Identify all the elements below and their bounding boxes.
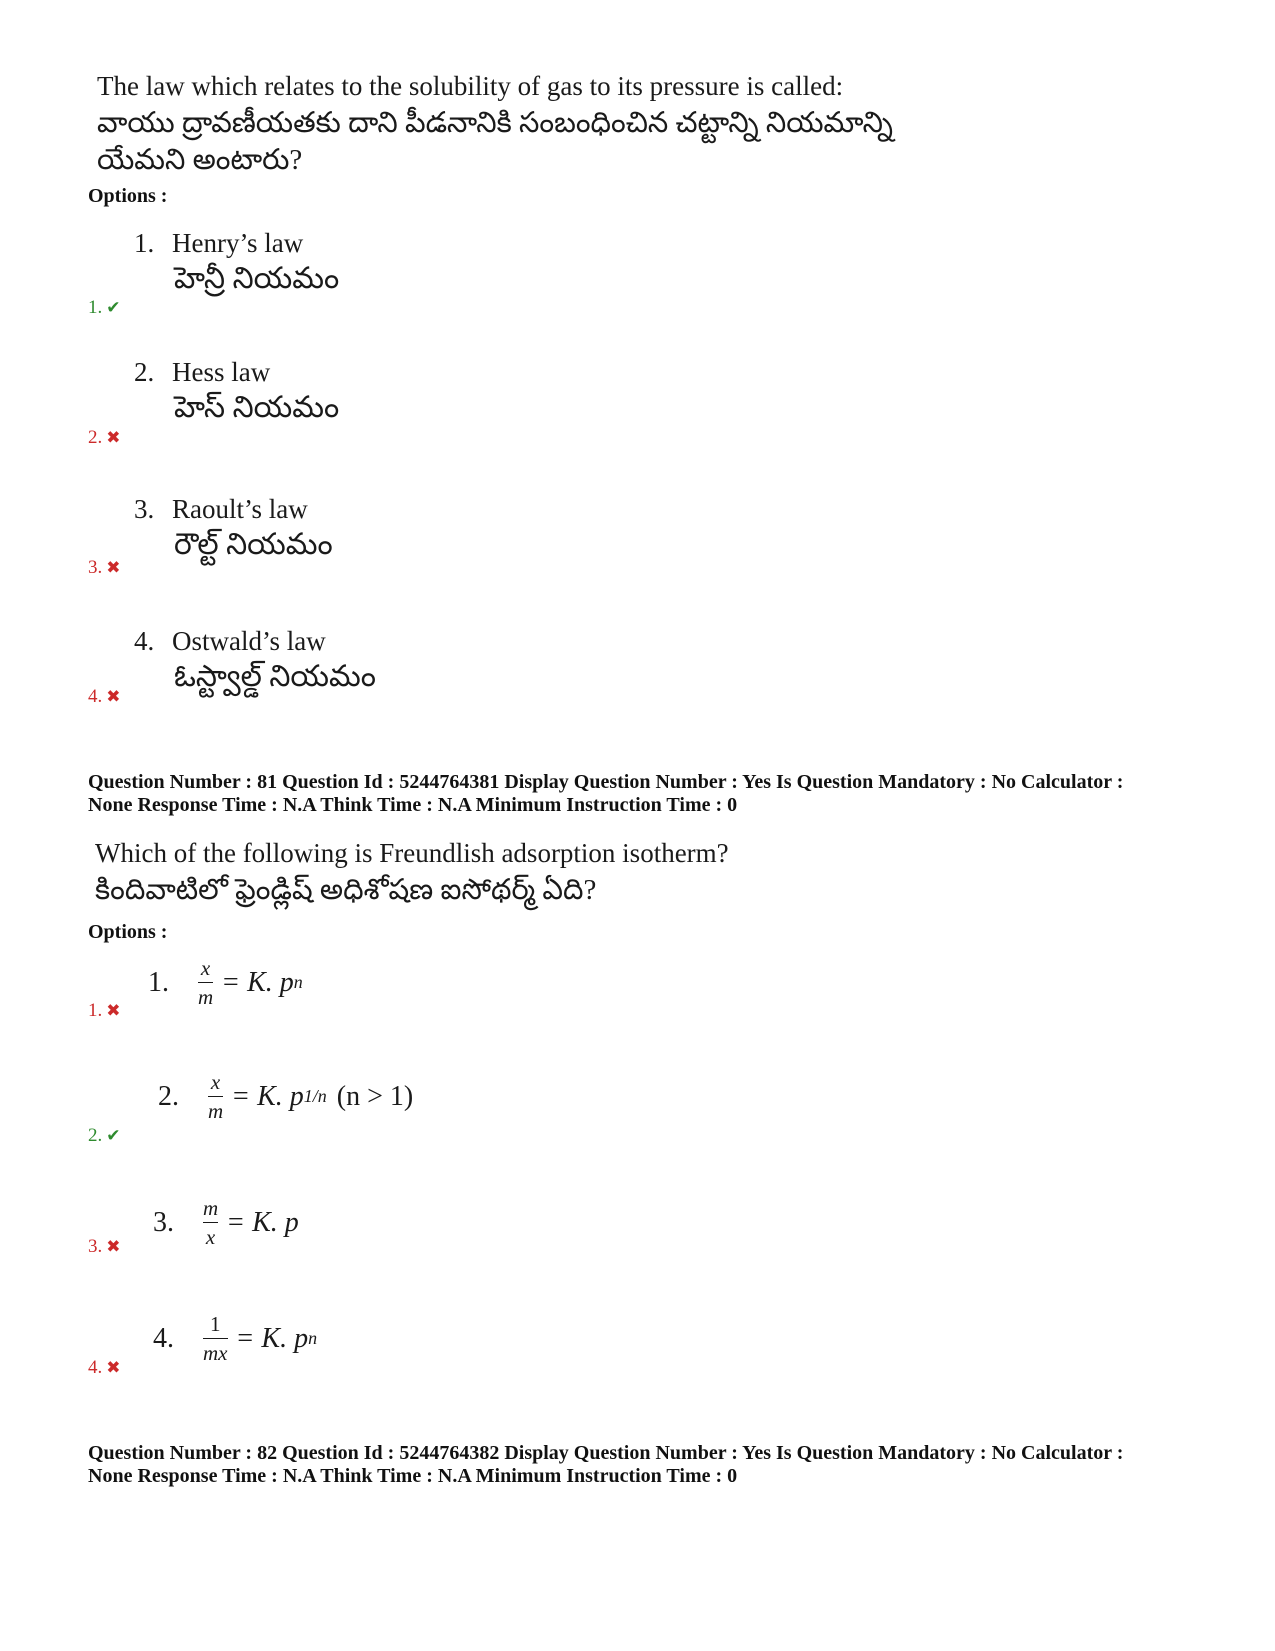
option-number: 4. [134, 626, 155, 656]
fraction [208, 1070, 223, 1123]
check-icon: ✔ [106, 298, 121, 317]
option-text-en: Hess law [172, 357, 271, 387]
marker-label: 1. [88, 1000, 103, 1021]
option-3-marker [88, 1236, 121, 1258]
formula-rhs: = K. p [235, 1322, 309, 1354]
options-label: Options : [88, 921, 168, 943]
option-2-marker [88, 427, 121, 449]
meta-line-2: None Response Time : N.A Think Time : N.A Minimum Instruction Time : 0 [88, 1465, 738, 1487]
question-text-en: The law which relates to the solubility of gas to its pressure is called: [97, 71, 844, 101]
question-81-meta [88, 771, 1208, 817]
option-3-marker [88, 557, 121, 579]
option-4-formula [153, 1312, 317, 1365]
fraction-bar [208, 1096, 223, 1097]
fraction [198, 956, 213, 1009]
exponent: n [308, 1328, 318, 1348]
formula-rhs: = K. p [231, 1080, 304, 1112]
marker-label: 3. [88, 557, 103, 578]
option-number: 4. [153, 1322, 174, 1354]
option-4 [134, 624, 376, 696]
option-text-en: Henry’s law [172, 228, 304, 258]
marker-label: 4. [88, 686, 103, 707]
marker-label: 3. [88, 1236, 103, 1257]
question-text-te: కిందివాటిలో ఫ్రెండ్లిష్ అధిశోషణ ఐసోథర్మ్ ఏది? [95, 874, 597, 906]
numerator: x [210, 1070, 221, 1094]
fraction-bar [203, 1222, 218, 1223]
check-icon: ✔ [106, 1126, 121, 1145]
formula-rhs: = K. p [221, 966, 294, 998]
option-1-marker [88, 297, 121, 319]
cross-icon: ✖ [106, 1237, 121, 1256]
option-4-marker [88, 1357, 121, 1379]
denominator: m [198, 985, 214, 1009]
cross-icon: ✖ [106, 1358, 121, 1377]
question-81-text [95, 835, 729, 909]
option-text-en: Raoult’s law [172, 494, 308, 524]
option-1-marker [88, 1000, 121, 1022]
exponent: n [293, 972, 303, 992]
option-1-formula [148, 956, 303, 1009]
exponent: 1/n [303, 1086, 327, 1106]
option-3-formula [153, 1196, 299, 1249]
numerator: m [203, 1196, 219, 1220]
option-number: 1. [148, 966, 169, 998]
option-2 [134, 355, 339, 427]
option-number: 2. [158, 1080, 179, 1112]
marker-label: 2. [88, 1125, 103, 1146]
option-3 [134, 492, 333, 564]
meta-line-2: None Response Time : N.A Think Time : N.A Minimum Instruction Time : 0 [88, 794, 738, 816]
fraction-bar [203, 1338, 228, 1339]
option-text-en: Ostwald’s law [172, 626, 326, 656]
fraction [203, 1312, 228, 1365]
options-label: Options : [88, 185, 168, 207]
option-text-te: ఓస్ట్వాల్డ్ నియమం [174, 660, 376, 693]
option-text-te: హెస్ నియమం [174, 391, 340, 424]
meta-line-1: Question Number : 81 Question Id : 5244764381 Display Question Number : Yes Is Question Mandatory : No Calculator : [88, 771, 1124, 793]
option-number: 1. [134, 228, 155, 258]
option-text-te: రౌల్ట్ నియమం [174, 528, 333, 561]
formula-rhs: = K. p [226, 1206, 299, 1238]
cross-icon: ✖ [106, 687, 121, 706]
fraction [203, 1196, 218, 1249]
option-number: 3. [134, 494, 155, 524]
question-text-te-line2: యేమని అంటారు? [97, 144, 303, 176]
option-4-marker [88, 686, 121, 708]
marker-label: 2. [88, 427, 103, 448]
option-2-marker [88, 1125, 121, 1147]
condition: (n > 1) [336, 1080, 414, 1112]
numerator: x [200, 956, 211, 980]
fraction-bar [198, 982, 213, 983]
denominator: m [208, 1099, 224, 1123]
option-2-formula [158, 1070, 413, 1123]
option-number: 2. [134, 357, 155, 387]
denominator: mx [203, 1341, 228, 1365]
numerator: 1 [210, 1312, 221, 1336]
question-text-en: Which of the following is Freundlish adsorption isotherm? [95, 838, 729, 868]
marker-label: 1. [88, 297, 103, 318]
option-text-te: హెన్రీ నియమం [174, 262, 340, 295]
meta-line-1: Question Number : 82 Question Id : 5244764382 Display Question Number : Yes Is Question Mandatory : No Calculator : [88, 1442, 1124, 1464]
cross-icon: ✖ [106, 1001, 121, 1020]
cross-icon: ✖ [106, 428, 121, 447]
cross-icon: ✖ [106, 558, 121, 577]
option-number: 3. [153, 1206, 174, 1238]
question-80-text [97, 68, 893, 179]
question-82-meta [88, 1442, 1208, 1488]
marker-label: 4. [88, 1357, 103, 1378]
question-text-te-line1: వాయు ద్రావణీయతకు దాని పీడనానికి సంబంధించిన చట్టాన్ని నియమాన్ని [97, 107, 893, 139]
denominator: x [205, 1225, 216, 1249]
option-1 [134, 226, 339, 298]
